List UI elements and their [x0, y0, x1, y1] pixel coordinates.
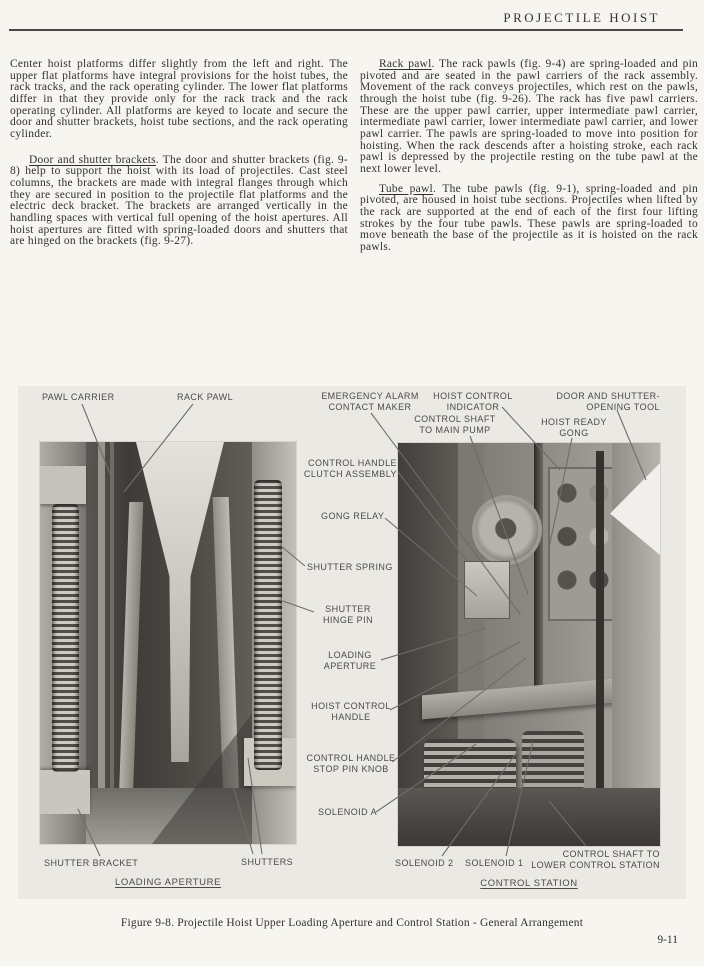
control-shaft [534, 443, 543, 708]
callout-loading-aperture [317, 650, 383, 671]
hoist-control-indicator-panel [548, 467, 620, 621]
callout-shutter-spring [307, 562, 393, 573]
right-photo-subcaption [398, 878, 660, 889]
callout-text: SOLENOID 1 [465, 858, 524, 868]
paragraph-lead: Rack pawl [379, 58, 432, 70]
clutch-cam-wheel [476, 499, 538, 561]
callout-text: LOADING [328, 650, 372, 660]
shutter-spring [254, 480, 282, 770]
cable-area [398, 788, 660, 846]
callout-shutters [241, 857, 293, 868]
callout-control-shaft-to-lower-control-station [528, 849, 660, 870]
callout-text: SHUTTER [325, 604, 371, 614]
callout-door-and-shutter-opening-tool [538, 391, 660, 412]
callout-hoist-control-indicator [413, 391, 533, 412]
callout-text: CONTROL HANDLE [306, 753, 396, 763]
callout-text: OPENING TOOL [586, 401, 660, 412]
callout-pawl-carrier [42, 392, 115, 403]
callout-text: GONG [559, 427, 589, 438]
callout-text: TO MAIN PUMP [419, 424, 491, 435]
callout-control-handle-clutch-assembly [300, 458, 397, 479]
paragraph-lead: Door and shutter brackets [29, 153, 156, 166]
callout-text: HOIST CONTROL [311, 701, 391, 711]
subcaption-text: CONTROL STATION [480, 878, 578, 889]
callout-text: CONTACT MAKER [328, 401, 412, 412]
header-rule [9, 29, 683, 31]
callout-control-handle-stop-pin-knob [302, 753, 400, 774]
paragraph-text: . The door and shutter brackets (fig. 9-8) help to support the hoist with its load of projectiles. Cast steel columns, the brackets are made with integral flanges through which they are secured in position to the projectile flat platforms and the electric deck bracket. The brackets are arranged vertically in the handling spaces with vertical full opening of the hoist apertures. All hoist apertures are fitted with spring-loaded doors and shutters that are hinged on the brackets (fig. 9-27). [10, 153, 348, 248]
callout-text: HANDLE [331, 711, 371, 722]
callout-text: RACK PAWL [177, 392, 234, 402]
paragraph-rack-pawl [360, 59, 698, 176]
callout-solenoid-1 [465, 858, 524, 869]
callout-rack-pawl [177, 392, 233, 403]
callout-shutter-hinge-pin [316, 604, 380, 625]
figure-caption: Figure 9-8. Projectile Hoist Upper Loading Aperture and Control Station - General Arrangement [120, 917, 584, 929]
callout-text: CONTROL HANDLE [308, 458, 397, 468]
callout-text: CONTROL SHAFT [414, 414, 496, 424]
callout-text: INDICATOR [446, 401, 500, 412]
shutter-bracket [40, 466, 86, 504]
page-title: PROJECTILE HOIST [503, 10, 660, 25]
callout-text: LOWER CONTROL STATION [531, 859, 660, 870]
callout-shutter-bracket [44, 858, 138, 869]
paragraph-center-platforms [10, 59, 348, 141]
callout-solenoid-2 [395, 858, 454, 869]
rack-track [98, 442, 105, 844]
page-number: 9-11 [657, 934, 678, 946]
callout-text: STOP PIN KNOB [313, 763, 389, 774]
subcaption-text: LOADING APERTURE [114, 877, 222, 888]
shutter-spring [52, 504, 79, 772]
callout-text: CLUTCH ASSEMBLY [303, 468, 397, 479]
text-column-left [10, 59, 348, 248]
photo-loading-aperture [40, 442, 296, 844]
solenoid-coil [522, 731, 584, 791]
callout-text: SHUTTERS [241, 857, 294, 867]
callout-text: HOIST READY [541, 417, 607, 427]
callout-control-shaft-to-main-pump [403, 414, 507, 435]
callout-hoist-ready-gong [527, 417, 621, 438]
callout-text: HINGE PIN [322, 614, 374, 625]
callout-text: PAWL CARRIER [42, 392, 115, 402]
vertical-rod [596, 451, 604, 846]
gong-relay-box [464, 561, 510, 619]
photo-control-station [398, 443, 660, 846]
callout-text: SHUTTER SPRING [307, 562, 393, 572]
callout-text: SHUTTER BRACKET [44, 858, 139, 868]
left-photo-subcaption [40, 877, 296, 888]
callout-text: APERTURE [323, 660, 377, 671]
paragraph-text: . The rack pawls (fig. 9-4) are spring-loaded and pin pivoted and are seated in the pawl carriers of the rack assembly. Movement of the rack conveys projectiles, which rest on the pawls, through the hoist tube (fig. 9-26). The rack has five pawl carriers. These are the upper pawl carrier, upper intermediate pawl carrier, intermediate pawl carrier, lower intermediate pawl carrier, and lower pawl carrier. The pawls are spring-loaded to move into position for hoisting. When the rack descends after a hoisting stroke, each rack pawl is depressed by the projectile resting on the tube pawl at the next lower level. [360, 58, 699, 175]
callout-text: HOIST CONTROL [433, 391, 513, 401]
text-column-right [360, 59, 698, 254]
callout-text: SOLENOID A [318, 807, 378, 817]
paragraph-lead: Tube pawl [379, 182, 433, 195]
callout-text: GONG RELAY [321, 511, 385, 521]
callout-gong-relay [321, 511, 384, 522]
callout-solenoid-a [318, 807, 377, 818]
paragraph-tube-pawl [360, 184, 698, 254]
shutter-bracket [40, 770, 90, 814]
paragraph-text: . The tube pawls (fig. 9-1), spring-loaded and pin pivoted, are housed in hoist tube sections. Projectiles when lifted by the rack are supported at the end of each of the first four lifting strokes by the four tube pawls. These pawls are spring-loaded to move beneath the base of the projectile as it is hoisted on the rack pawls. [360, 182, 698, 253]
callout-text: DOOR AND SHUTTER- [556, 391, 660, 401]
callout-text: CONTROL SHAFT TO [562, 849, 660, 859]
callout-hoist-control-handle [305, 701, 397, 722]
callout-text: EMERGENCY ALARM [321, 391, 419, 401]
paragraph-door-shutter-brackets [10, 155, 348, 248]
rack-track [110, 442, 114, 844]
paragraph-text: Center hoist platforms differ slightly from the left and right. The upper flat platforms have integral provisions for the hoist tubes, the rack tracks, and the rack operating cylinder. The lower flat platforms differ in that they provide only for the rack track and the rack operating cylinder. All platforms are keyed to locate and secure the door and shutter brackets, hoist tube sections, and the rack operating cylinder. [10, 58, 348, 140]
callout-text: SOLENOID 2 [395, 858, 454, 868]
